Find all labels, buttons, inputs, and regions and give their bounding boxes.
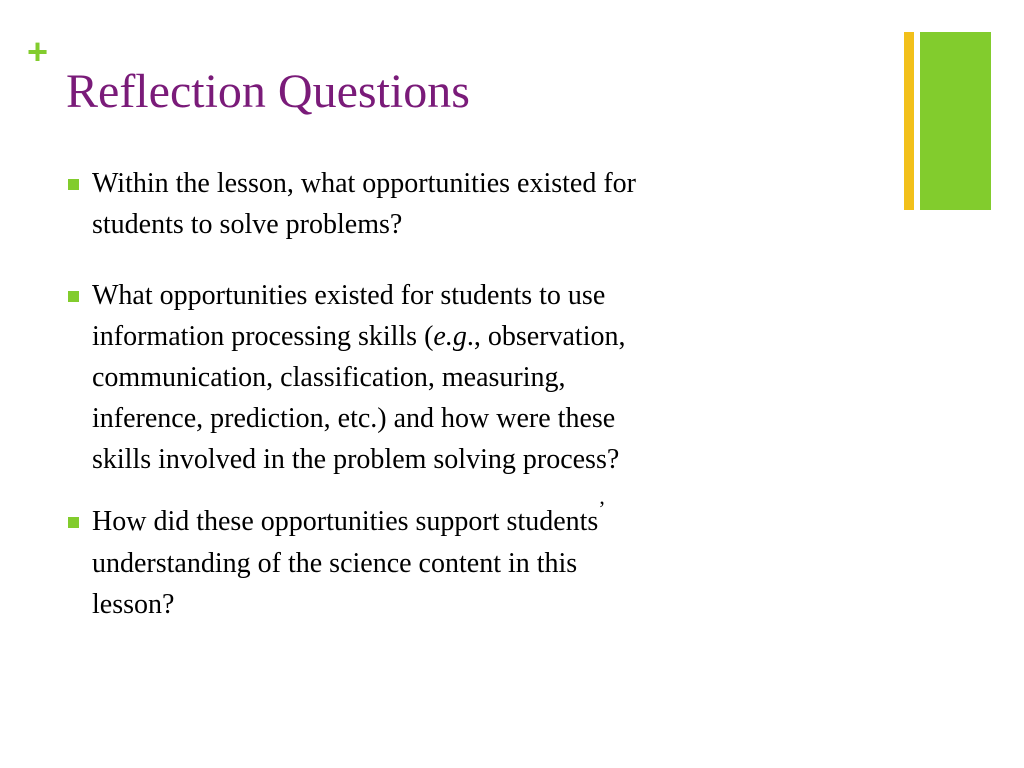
square-bullet-icon xyxy=(68,517,79,528)
slide-title: Reflection Questions xyxy=(66,65,470,118)
bullet-list xyxy=(66,163,866,625)
plus-icon: + xyxy=(27,31,49,72)
bullet-text-line: What opportunities existed for students to use xyxy=(92,280,606,311)
bullet-text-segment: How did these opportunities support students xyxy=(92,506,599,537)
bullet-text-segment: information processing skills ( xyxy=(92,321,434,352)
square-bullet-icon xyxy=(68,291,79,302)
bullet-text-line: students to solve problems? xyxy=(92,209,403,240)
bullet-text-line: lesson? xyxy=(92,589,175,620)
bullet-text-line: skills involved in the problem solving process? xyxy=(92,444,620,475)
bullet-text-line: communication, classification, measuring, xyxy=(92,362,566,393)
apostrophe-mark: ’ xyxy=(598,496,606,521)
bullet-text-line: Within the lesson, what opportunities existed for xyxy=(92,168,637,199)
square-bullet-icon xyxy=(68,179,79,190)
bullet-item xyxy=(66,275,866,480)
bullet-text-line xyxy=(92,316,866,357)
bullet-text-line: inference, prediction, etc.) and how were these xyxy=(92,403,616,434)
bullet-item xyxy=(66,163,866,245)
bullet-text-line: understanding of the science content in this xyxy=(92,548,578,579)
bullet-text-line xyxy=(92,496,866,543)
bullet-text-segment: ., observation, xyxy=(466,321,626,352)
accent-bar-green xyxy=(920,32,991,210)
accent-bar-yellow xyxy=(904,32,914,210)
bullet-text-italic: e.g xyxy=(433,321,467,352)
bullet-item xyxy=(66,496,866,625)
